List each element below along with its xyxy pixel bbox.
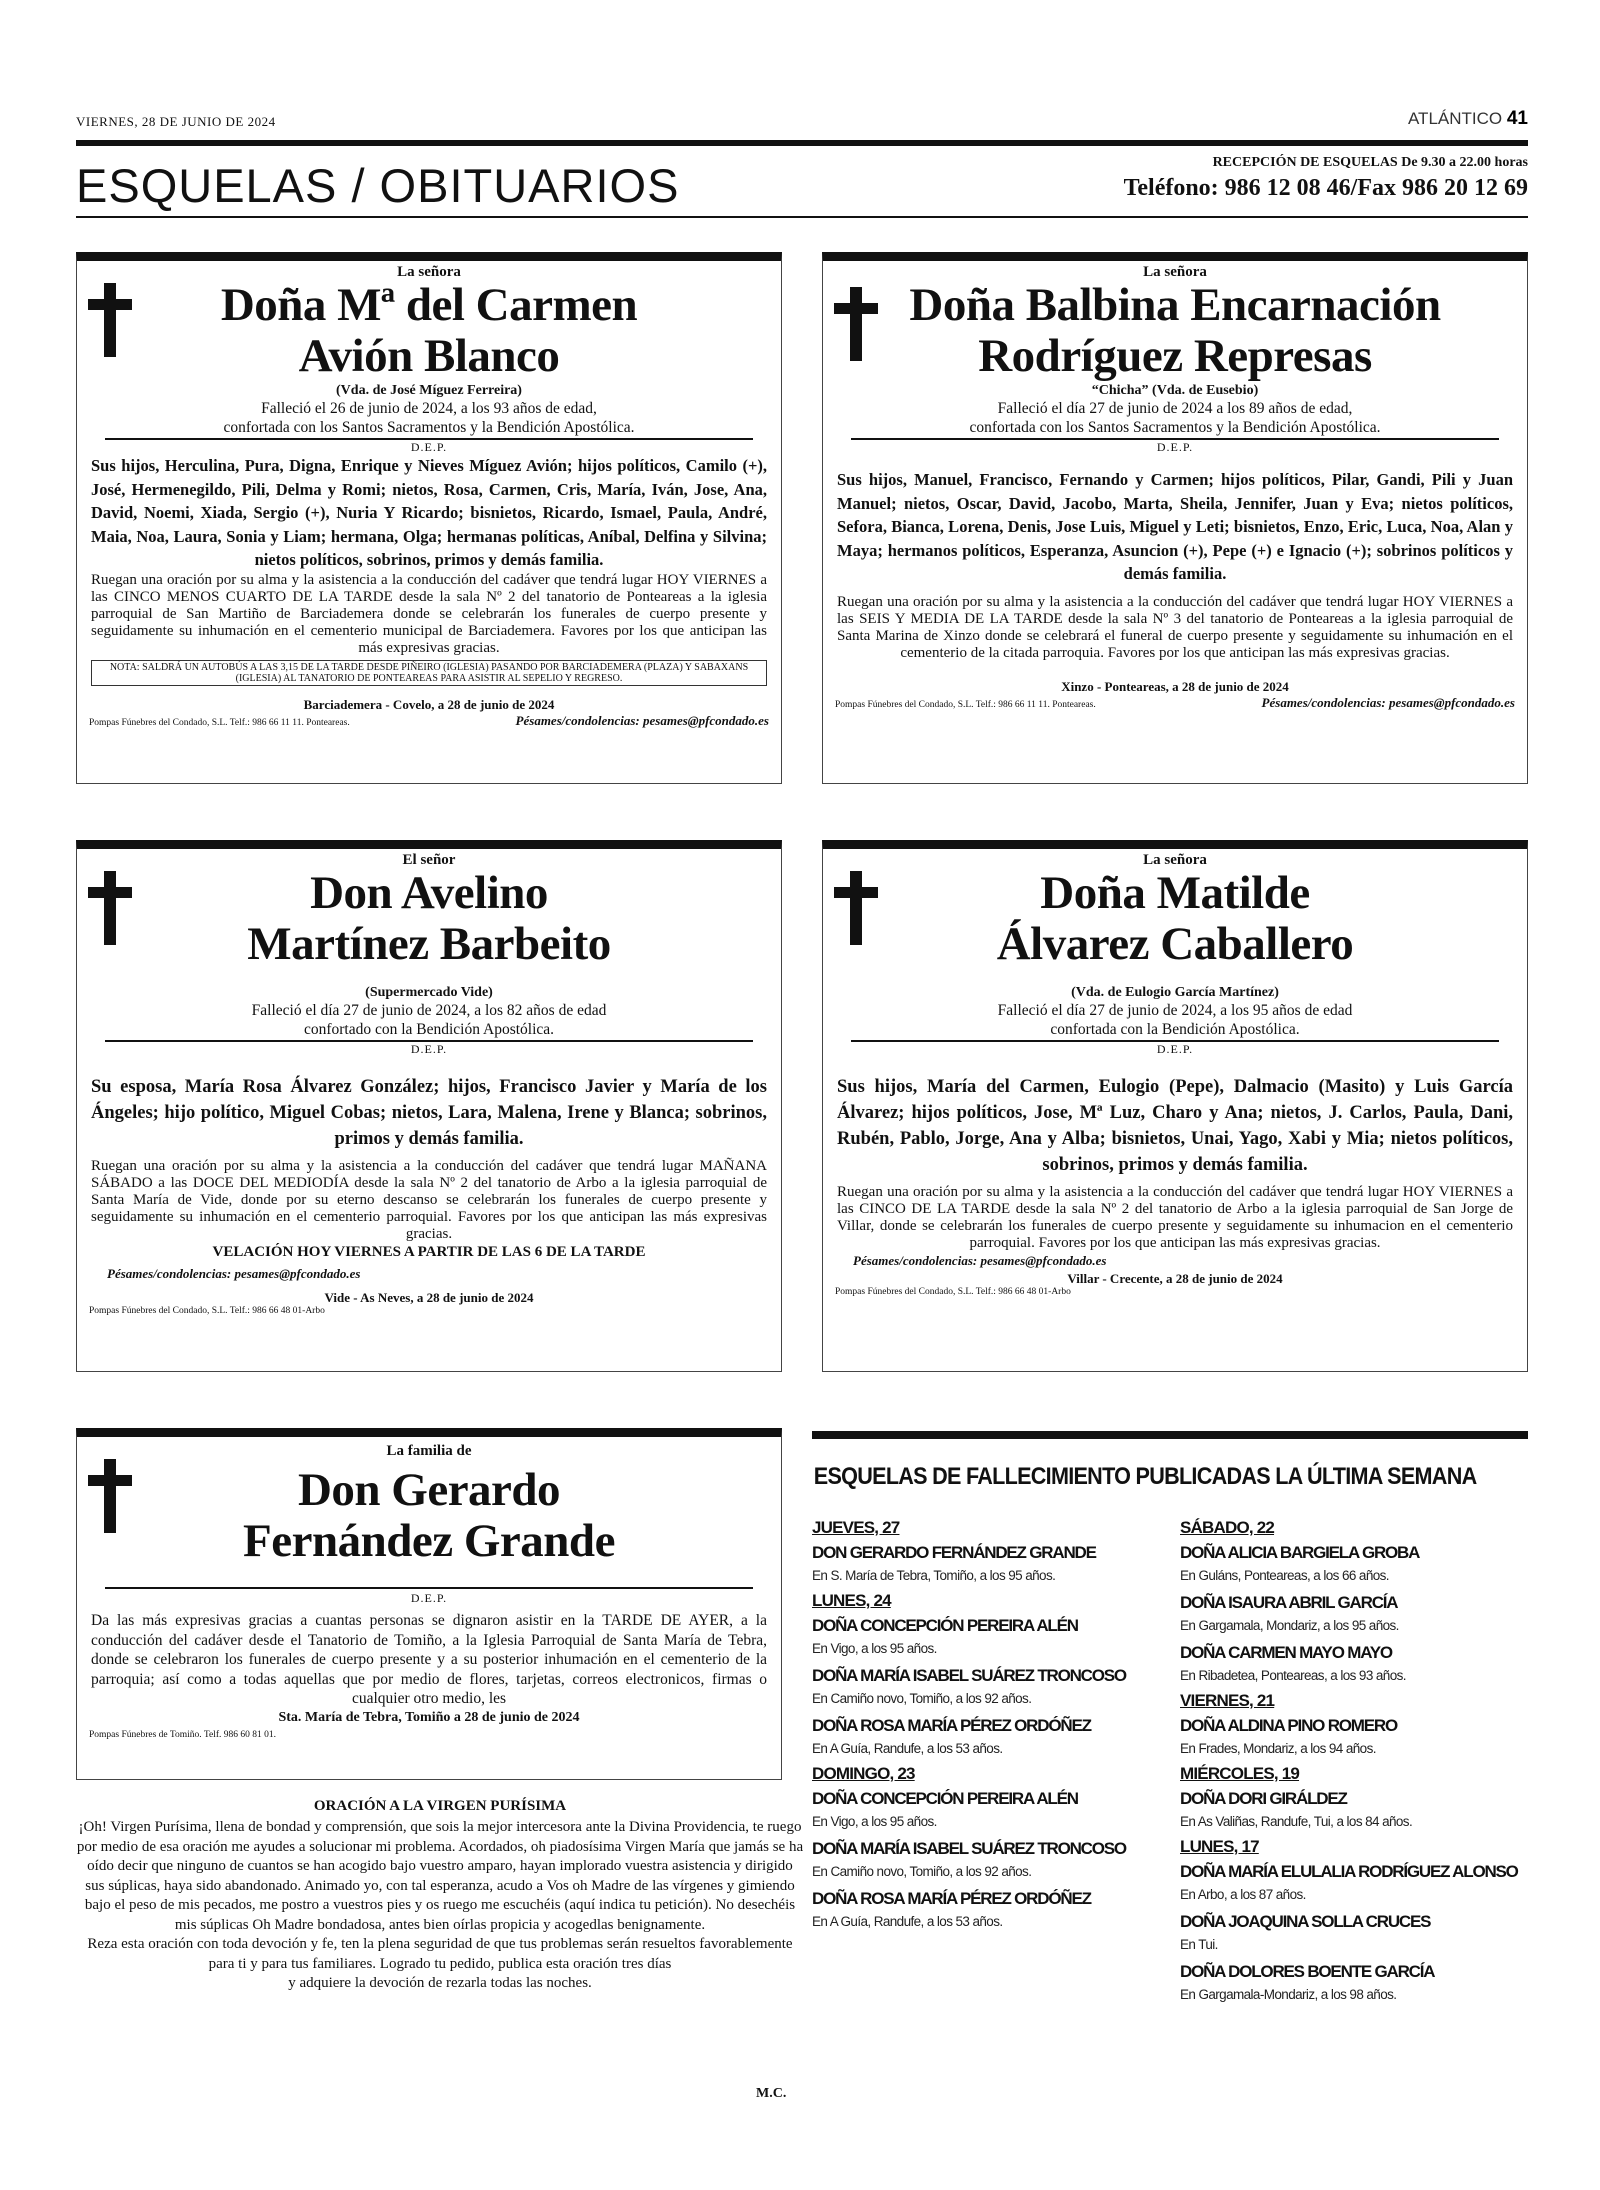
death-line-2: confortado con la Bendición Apostólica.	[303, 1020, 555, 1038]
reception-hours: RECEPCIÓN DE ESQUELAS De 9.30 a 22.00 horas	[1212, 155, 1528, 170]
obituary-subtitle: “Chicha” (Vda. de Eusebio)	[1091, 383, 1259, 398]
death-line-1: Falleció el día 27 de junio de 2024 a los 89 años de edad,	[997, 400, 1353, 417]
weekly-deceased-name: DOÑA CONCEPCIÓN PEREIRA ALÉN	[812, 1616, 1078, 1635]
weekly-day-heading: LUNES, 24	[812, 1591, 891, 1610]
name-line-1: Doña Mª del Carmen	[220, 279, 638, 331]
cross-icon	[834, 287, 878, 361]
weekly-day-heading: LUNES, 17	[1180, 1837, 1259, 1856]
weekly-deceased-name: DOÑA ISAURA ABRIL GARCÍA	[1180, 1593, 1398, 1612]
obituary-card-balbina-rodriguez	[822, 252, 1528, 784]
prayer-signature: M.C.	[756, 2086, 787, 2101]
cross-icon	[88, 871, 132, 945]
place-date: Vide - As Neves, a 28 de junio de 2024	[324, 1290, 534, 1305]
weekly-deceased-name: DOÑA ALICIA BARGIELA GROBA	[1180, 1543, 1420, 1562]
dep-label: D.E.P.	[1156, 1042, 1194, 1056]
condolences-email: Pésames/condolencias: pesames@pfcondado.es	[107, 1266, 361, 1281]
obituary-death-info	[823, 400, 1527, 437]
funeral-home: Pompas Fúnebres de Tomiño. Telf. 986 60 81 01.	[89, 1729, 276, 1740]
place-date: Barciademera - Covelo, a 28 de junio de 2024	[303, 696, 555, 712]
name-line-2: Rodríguez Represas	[978, 330, 1372, 382]
death-line-2: confortada con los Santos Sacramentos y la Bendición Apostólica.	[969, 418, 1381, 436]
dep-label: D.E.P.	[410, 440, 448, 454]
weekly-deceased-place: En Guláns, Ponteareas, a los 66 años.	[1180, 1568, 1389, 1583]
weekly-deceased-name: DOÑA MARÍA ISABEL SUÁREZ TRONCOSO	[812, 1666, 1126, 1685]
weekly-deceased-place: En S. María de Tebra, Tomiño, a los 95 años.	[812, 1568, 1056, 1583]
obituary-death-info	[823, 1002, 1527, 1039]
death-line-1: Falleció el día 27 de junio de 2024, a los 82 años de edad	[251, 1002, 607, 1019]
weekly-deceased-place: En Gargamala-Mondariz, a los 98 años.	[1180, 1987, 1397, 2002]
obituary-salutation: La señora	[397, 264, 461, 280]
vigil-notice: VELACIÓN HOY VIERNES A PARTIR DE LAS 6 DE LA TARDE	[212, 1244, 646, 1260]
weekly-deceased-place: En A Guía, Randufe, a los 53 años.	[812, 1914, 1003, 1929]
weekly-obituaries	[812, 1431, 1528, 2008]
obituary-request: Ruegan una oración por su alma y la asistencia a la conducción del cadáver que tendrá lugar HOY VIERNES a las SEIS Y MEDIA DE LA TARDE desde la sala Nº 3 del tanatorio de Ponteareas a la iglesia parroquial de Santa Marina de Xinzo donde se celebrará el funeral de cuerpo presente y seguidamente su inhumación en el cementerio de la citada parroquia. Favores por los que anticipan las más expresivas gracias.	[837, 593, 1513, 661]
obituary-name	[823, 868, 1527, 970]
prayer-instructions: Reza esta oración con toda devoción y fe, ten la plena seguridad de que tus problemas serán resueltos favorablemente para ti y para tus familiares. Logrado tu pedido, publica esta oración tres días	[87, 1936, 793, 1972]
obituary-subtitle: (Supermercado Vide)	[365, 985, 493, 1000]
weekly-top-bar	[812, 1431, 1528, 1439]
condolences-email: Pésames/condolencias: pesames@pfcondado.es	[853, 1253, 1107, 1268]
header-rule	[76, 140, 1528, 146]
dep-label: D.E.P.	[1156, 440, 1194, 454]
dep-label: D.E.P.	[410, 1591, 448, 1605]
cross-icon	[88, 1459, 132, 1533]
condolences-email: Pésames/condolencias: pesames@pfcondado.es	[1261, 694, 1515, 710]
card-footer	[77, 713, 781, 729]
obituary-death-info	[77, 1002, 781, 1039]
obituary-salutation: El señor	[402, 852, 456, 868]
death-line-2: confortada con la Bendición Apostólica.	[1050, 1020, 1300, 1038]
weekly-day-heading: DOMINGO, 23	[812, 1764, 915, 1783]
obituary-request: Ruegan una oración por su alma y la asistencia a la conducción del cadáver que tendrá lugar MAÑANA SÁBADO a las DOCE DEL MEDIODÍA desde la sala Nº 2 del tanatorio de Arbo a la iglesia parroquial de Santa María de Vide, donde por su eterno descanso se celebrarán los funerales de cuerpo presente y seguidamente su inhumación en el cementerio parroquial. Favores por los que anticipan las más expresivas gracias.	[91, 1158, 767, 1242]
name-line-2: Álvarez Caballero	[996, 918, 1354, 970]
obituary-salutation: La señora	[1143, 852, 1207, 868]
death-line-2: confortada con los Santos Sacramentos y la Bendición Apostólica.	[223, 418, 635, 436]
issue-date: VIERNES, 28 DE JUNIO DE 2024	[76, 114, 276, 129]
card-footer	[823, 695, 1527, 711]
publication-name: ATLÁNTICO	[1407, 109, 1503, 128]
death-line-1: Falleció el 26 de junio de 2024, a los 93 años de edad,	[261, 400, 597, 417]
reception-info	[1124, 155, 1528, 202]
obituary-card-matilde-alvarez	[822, 840, 1528, 1372]
obituary-family: Sus hijos, María del Carmen, Eulogio (Pepe), Dalmacio (Masito) y Luis García Álvarez; hijos políticos, Jose, Mª Luz, Charo y Ana; nietos, J. Carlos, Paula, Dani, Rubén, Pablo, Jorge, Ana y Alba; bisnietos, Unai, Yago, Xabi y Mia; nietos políticos, sobrinos, primos y demás familia.	[837, 1077, 1513, 1175]
card-footer	[77, 1730, 781, 1740]
weekly-deceased-name: DON GERARDO FERNÁNDEZ GRANDE	[812, 1543, 1096, 1562]
weekly-deceased-place: En Frades, Mondariz, a los 94 años.	[1180, 1741, 1376, 1756]
weekly-day-heading: SÁBADO, 22	[1180, 1518, 1275, 1537]
name-line-1: Doña Matilde	[1040, 867, 1310, 919]
funeral-home: Pompas Fúnebres del Condado, S.L. Telf.: 986 66 11 11. Ponteareas.	[835, 699, 1096, 710]
dep-label: D.E.P.	[410, 1042, 448, 1056]
weekly-deceased-place: En Arbo, a los 87 años.	[1180, 1887, 1306, 1902]
weekly-deceased-name: DOÑA MARÍA ELULALIA RODRÍGUEZ ALONSO	[1180, 1862, 1518, 1881]
obituary-subtitle: (Vda. de José Míguez Ferreira)	[336, 383, 522, 398]
weekly-day-heading: MIÉRCOLES, 19	[1180, 1764, 1300, 1783]
weekly-deceased-place: En Camiño novo, Tomiño, a los 92 años.	[812, 1864, 1032, 1879]
obituary-card-avelino-martinez	[76, 840, 782, 1372]
reception-phone: Teléfono: 986 12 08 46/Fax 986 20 12 69	[1123, 175, 1528, 201]
weekly-deceased-name: DOÑA CARMEN MAYO MAYO	[1180, 1643, 1392, 1662]
weekly-deceased-place: En Ribadetea, Ponteareas, a los 93 años.	[1180, 1668, 1406, 1683]
weekly-deceased-place: En As Valiñas, Randufe, Tui, a los 84 años.	[1180, 1814, 1413, 1829]
obituary-name	[77, 1465, 781, 1567]
weekly-deceased-place: En Tui.	[1180, 1937, 1218, 1952]
weekly-deceased-name: DOÑA ROSA MARÍA PÉREZ ORDÓÑEZ	[812, 1889, 1091, 1908]
page-number: 41	[1506, 108, 1528, 129]
card-footer	[77, 1306, 781, 1316]
thanks-card-gerardo-fernandez	[76, 1428, 782, 1780]
weekly-day-heading: VIERNES, 21	[1180, 1691, 1275, 1710]
obituary-family: Sus hijos, Manuel, Francisco, Fernando y Carmen; hijos políticos, Pilar, Gandi, Pili y Juan Manuel; nietos, Oscar, David, Jacobo, Marta, Sheila, Jennifer, Juan y Eva; nietos políticos, Sefora, Bianca, Lorena, Denis, Jose Luis, Miguel y Leti; bisnietos, Enzo, Eric, Luca, Noa, Alan y Maya; hermanos políticos, Esperanza, Asuncion (+), Pepe (+) e Ignacio (+); sobrinos políticos y demás familia.	[837, 470, 1513, 583]
weekly-deceased-name: DOÑA ALDINA PINO ROMERO	[1180, 1716, 1398, 1735]
obituary-subtitle: (Vda. de Eulogio García Martínez)	[1071, 985, 1279, 1000]
obituary-name	[77, 868, 781, 970]
death-line-1: Falleció el día 27 de junio de 2024, a los 95 años de edad	[997, 1002, 1353, 1019]
thanks-text: Da las más expresivas gracias a cuantas personas se dignaron asistir en la TARDE DE AYER, a la conducción del cadáver desde el Tanatorio de Tomiño, a la Iglesia Parroquial de Santa María de Tebra, donde se celebraron los funerales de cuerpo presente y a su posterior inhumación en el cementerio de la parroquia; así como a todas aquellas que por medio de flores, tarjetas, correos electronicos, firmas o cualquier otro medio, les	[91, 1612, 767, 1707]
weekly-column-1	[812, 1513, 1180, 2008]
weekly-deceased-place: En Camiño novo, Tomiño, a los 92 años.	[812, 1691, 1032, 1706]
section-title: ESQUELAS / OBITUARIOS	[76, 159, 680, 212]
weekly-deceased-name: DOÑA MARÍA ISABEL SUÁREZ TRONCOSO	[812, 1839, 1126, 1858]
obituary-name	[77, 280, 781, 382]
prayer-block	[76, 1798, 804, 1994]
page-folio	[1408, 108, 1528, 130]
name-line-1: Don Avelino	[310, 867, 548, 919]
place-date: Sta. María de Tebra, Tomiño a 28 de junio de 2024	[278, 1709, 580, 1725]
prayer-title: ORACIÓN A LA VIRGEN PURÍSIMA	[313, 1798, 567, 1814]
obituary-family: Sus hijos, Herculina, Pura, Digna, Enrique y Nieves Míguez Avión; hijos políticos, Camilo (+), José, Hermenegildo, Pili, Delma y Romi; nietos, Rosa, Carmen, Cris, María, Iván, Jose, Ana, David, Noemi, Xiada, Sergio (+), Nuria Y Ricardo; bisnietos, Ricardo, Ismael, Paula, André, Maia, Noa, Laura, Sonia y Liam; hermana, Olga; hermanas políticas, Aníbal, Delfina y Silvina; nietos políticos, sobrinos, primos y demás familia.	[91, 456, 767, 569]
weekly-column-2	[1180, 1513, 1520, 2008]
card-footer	[823, 1287, 1527, 1297]
obituary-salutation: La señora	[1143, 264, 1207, 280]
condolences-email: Pésames/condolencias: pesames@pfcondado.es	[515, 712, 769, 728]
name-line-2: Fernández Grande	[243, 1515, 615, 1567]
page-header	[76, 108, 1528, 130]
prayer-body: ¡Oh! Virgen Purísima, llena de bondad y comprensión, que sois la mejor intercesora ante la Divina Providencia, te ruego por medio de esa oración me ayudes a solucionar mi problema. Acordados, oh piadosísima Virgen María que jamás se ha oído decir que ninguno de cuantos se han acogido bajo vuestro amparo, hayan implorado vuestra asistencia y dirigido sus súplicas, haya sido abandonado. Animado yo, con tal esperanza, acudo a Vos oh Madre de las vírgenes y gimiendo bajo el peso de mis pecados, me postro a vuestros pies y os ruego me escuchéis (aquí indica tu petición). No desechéis mis súplicas Oh Madre bondadosa, antes bien oírlas propicia y acogedlas benignamente.	[76, 1819, 804, 1933]
cross-icon	[88, 283, 132, 357]
weekly-deceased-name: DOÑA DORI GIRÁLDEZ	[1180, 1789, 1347, 1808]
name-line-2: Martínez Barbeito	[247, 918, 611, 970]
weekly-deceased-name: DOÑA DOLORES BOENTE GARCÍA	[1180, 1962, 1435, 1981]
weekly-deceased-place: En A Guía, Randufe, a los 53 años.	[812, 1741, 1003, 1756]
bus-note: NOTA: SALDRÁ UN AUTOBÚS A LAS 3,15 DE LA TARDE DESDE PIÑEIRO (IGLESIA) PASANDO POR BARCIADEMERA (PLAZA) Y SABAXANS (IGLESIA) AL TANATORIO DE PONTEAREAS PARA ASISTIR AL SEPELIO Y REGRESO.	[91, 660, 767, 686]
cross-icon	[834, 871, 878, 945]
prayer-closing: y adquiere la devoción de rezarla todas las noches.	[288, 1975, 592, 1991]
place-date: Xinzo - Ponteareas, a 28 de junio de 2024	[1061, 678, 1289, 694]
weekly-day-heading: JUEVES, 27	[812, 1518, 900, 1537]
name-line-1: Don Gerardo	[297, 1464, 561, 1516]
place-date: Villar - Crecente, a 28 de junio de 2024	[1067, 1271, 1283, 1286]
weekly-deceased-name: DOÑA JOAQUINA SOLLA CRUCES	[1180, 1912, 1431, 1931]
weekly-deceased-name: DOÑA CONCEPCIÓN PEREIRA ALÉN	[812, 1789, 1078, 1808]
name-line-2: Avión Blanco	[298, 330, 560, 382]
weekly-title: ESQUELAS DE FALLECIMIENTO PUBLICADAS LA ÚLTIMA SEMANA	[813, 1463, 1477, 1490]
name-line-1: Doña Balbina Encarnación	[909, 279, 1441, 331]
funeral-home: Pompas Fúnebres del Condado, S.L. Telf.: 986 66 11 11. Ponteareas.	[89, 717, 350, 728]
obituary-card-carmen-avion	[76, 252, 782, 784]
obituary-name	[823, 280, 1527, 382]
weekly-deceased-place: En Gargamala, Mondariz, a los 95 años.	[1180, 1618, 1399, 1633]
obituary-request: Ruegan una oración por su alma y la asistencia a la conducción del cadáver que tendrá lugar HOY VIERNES a las CINCO DE LA TARDE desde la sala Nº 2 del tanatorio de Arbo a la iglesia parroquial de San Jorge de Villar, donde se celebrarán los funerales de cuerpo presente y seguidamente su inhumacion en el cementerio parroquial. Favores por los que anticipan las más expresivas gracias.	[837, 1184, 1513, 1251]
separator-line	[105, 1587, 753, 1589]
obituary-salutation: La familia de	[386, 1443, 472, 1459]
weekly-deceased-place: En Vigo, a los 95 años.	[812, 1814, 937, 1829]
section-rule	[76, 216, 1528, 218]
obituary-death-info	[77, 400, 781, 437]
obituary-request: Ruegan una oración por su alma y la asistencia a la conducción del cadáver que tendrá lugar HOY VIERNES a las CINCO MENOS CUARTO DE LA TARDE desde la sala Nº 2 del tanatorio de Ponteareas a la iglesia parroquial de San Martiño de Barciademera donde se celebrarán los funerales de cuerpo presente y seguidamente su inhumación en el cementerio municipal de Barciademera. Favores por los que anticipan las más expresivas gracias.	[91, 571, 767, 656]
funeral-home: Pompas Fúnebres del Condado, S.L. Telf.: 986 66 48 01-Arbo	[89, 1306, 325, 1316]
weekly-deceased-place: En Vigo, a los 95 años.	[812, 1641, 937, 1656]
funeral-home: Pompas Fúnebres del Condado, S.L. Telf.: 986 66 48 01-Arbo	[835, 1287, 1071, 1297]
obituary-family: Su esposa, María Rosa Álvarez González; hijos, Francisco Javier y María de los Ángeles; hijo político, Miguel Cobas; nietos, Lara, Malena, Irene y Blanca; sobrinos, primos y demás familia.	[91, 1077, 767, 1149]
weekly-deceased-name: DOÑA ROSA MARÍA PÉREZ ORDÓÑEZ	[812, 1716, 1091, 1735]
weekly-columns	[812, 1513, 1528, 2008]
